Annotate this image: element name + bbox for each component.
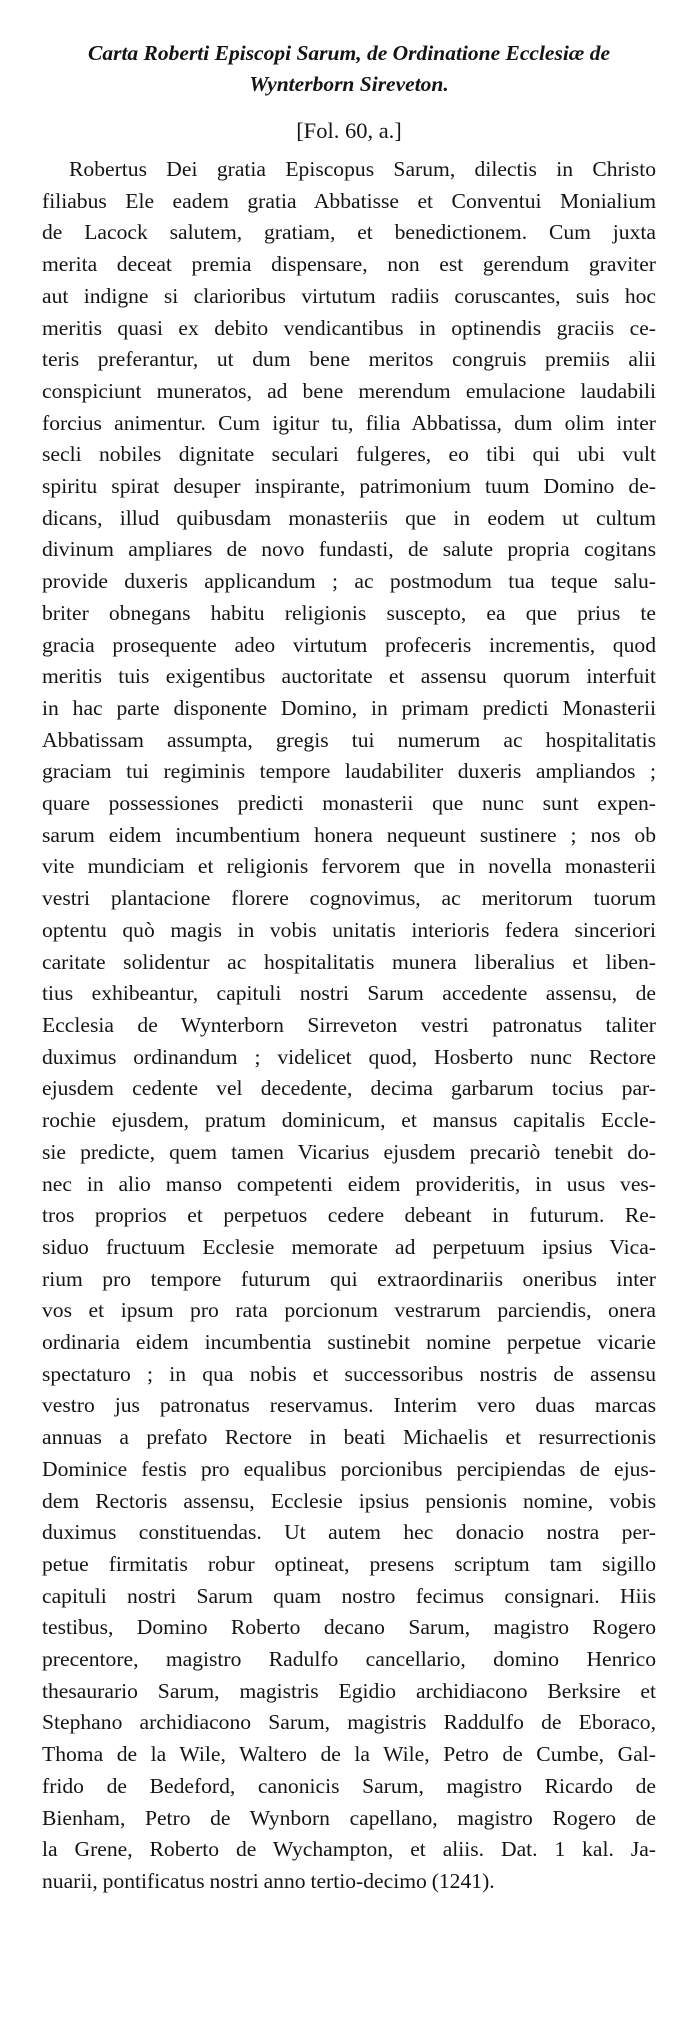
body-line: gracia prosequente adeo virtutum profeceris incrementis, quod — [42, 632, 656, 657]
body-line: vite mundiciam et religionis fervorem que in novella monasterii — [42, 854, 656, 879]
body-line: vestro jus patronatus reservamus. Interim vero duas marcas — [42, 1393, 656, 1418]
body-line: meritis quasi ex debito vendicantibus in optinendis graciis ce- — [42, 315, 656, 340]
body-line: petue firmitatis robur optineat, presens scriptum tam sigillo — [42, 1551, 656, 1576]
body-line: tros proprios et perpetuos cedere debeant in futurum. Re- — [42, 1203, 656, 1228]
body-line: nec in alio manso competenti eidem provideritis, in usus ves- — [42, 1171, 656, 1196]
body-line: in hac parte disponente Domino, in primam predicti Monasterii — [42, 695, 656, 720]
body-line: frido de Bedeford, canonicis Sarum, magistro Ricardo de — [42, 1773, 656, 1798]
body-line: vos et ipsum pro rata porcionum vestrarum parciendis, onera — [42, 1298, 656, 1323]
folio-reference: [Fol. 60, a.] — [296, 118, 402, 143]
body-line: Abbatissam assumpta, gregis tui numerum ac hospitalitatis — [42, 727, 656, 752]
body-line: testibus, Domino Roberto decano Sarum, magistro Rogero — [42, 1615, 656, 1640]
body-line: spectaturo ; in qua nobis et successoribus nostris de assensu — [42, 1361, 656, 1386]
body-line: quare possessiones predicti monasterii que nunc sunt expen- — [42, 791, 656, 816]
body-line: teris preferantur, ut dum bene meritos congruis premiis alii — [42, 347, 656, 372]
body-line: aut indigne si clarioribus virtutum radiis coruscantes, suis hoc — [42, 283, 656, 308]
body-line: tius exhibeantur, capituli nostri Sarum accedente assensu, de — [42, 981, 656, 1006]
body-line: Ecclesia de Wynterborn Sirreveton vestri patronatus taliter — [42, 1012, 656, 1037]
body-line: meritis tuis exigentibus auctoritate et assensu quorum interfuit — [42, 664, 656, 689]
body-line: vestri plantacione florere cognovimus, ac meritorum tuorum — [42, 886, 656, 911]
body-line: annuas a prefato Rectore in beati Michaelis et resurrectionis — [42, 1425, 656, 1450]
body-line: filiabus Ele eadem gratia Abbatisse et Conventui Monialium — [42, 188, 656, 213]
body-line: dicans, illud quibusdam monasteriis que in eodem ut cultum — [42, 505, 656, 530]
body-line: merita deceat premia dispensare, non est gerendum graviter — [42, 252, 656, 277]
body-line: Dominice festis pro equalibus porcionibus percipiendas de ejus- — [42, 1456, 656, 1481]
charter-body — [42, 154, 656, 1898]
body-line: capituli nostri Sarum quam nostro fecimus consignari. Hiis — [42, 1583, 656, 1608]
body-line: ejusdem cedente vel decedente, decima garbarum tocius par- — [42, 1076, 656, 1101]
body-line: dem Rectoris assensu, Ecclesie ipsius pensionis nomine, vobis — [42, 1488, 656, 1513]
body-line: thesaurario Sarum, magistris Egidio archidiacono Berksire et — [42, 1678, 656, 1703]
body-line: sarum eidem incumbentium honera nequeunt sustinere ; nos ob — [42, 822, 656, 847]
body-line: Robertus Dei gratia Episcopus Sarum, dilectis in Christo — [69, 157, 656, 181]
body-line: rium pro tempore futurum qui extraordinariis oneribus inter — [42, 1266, 656, 1291]
body-line: Stephano archidiacono Sarum, magistris Raddulfo de Eboraco, — [42, 1710, 656, 1735]
body-line: duximus constituendas. Ut autem hec donacio nostra per- — [42, 1520, 656, 1545]
body-line: precentore, magistro Radulfo cancellario, domino Henrico — [42, 1647, 656, 1672]
body-line: caritate solidentur ac hospitalitatis munera liberalius et liben- — [42, 949, 656, 974]
body-line: siduo fructuum Ecclesie memorate ad perpetuum ipsius Vica- — [42, 1234, 656, 1259]
body-line: duximus ordinandum ; videlicet quod, Hosberto nunc Rectore — [42, 1044, 656, 1069]
body-line: conspiciunt muneratos, ad bene merendum emulacione laudabili — [42, 378, 656, 403]
body-line: Bienham, Petro de Wynborn capellano, magistro Rogero de — [42, 1805, 656, 1830]
body-line: briter obnegans habitu religionis suscepto, ea que prius te — [42, 600, 656, 625]
body-line: secli nobiles dignitate seculari fulgeres, eo tibi qui ubi vult — [42, 442, 656, 467]
body-line: graciam tui regiminis tempore laudabiliter duxeris ampliandos ; — [42, 759, 656, 784]
body-line: de Lacock salutem, gratiam, et benedictionem. Cum juxta — [42, 220, 656, 245]
charter-title — [42, 38, 656, 100]
body-line: forcius animentur. Cum igitur tu, filia Abbatissa, dum olim inter — [42, 410, 656, 435]
body-line: la Grene, Roberto de Wychampton, et aliis. Dat. 1 kal. Ja- — [42, 1837, 656, 1862]
body-line: provide duxeris applicandum ; ac postmodum tua teque salu- — [42, 569, 656, 594]
body-line: rochie ejusdem, pratum dominicum, et mansus capitalis Eccle- — [42, 1108, 656, 1133]
body-line: optentu quò magis in vobis unitatis interioris federa sinceriori — [42, 917, 656, 942]
body-line: nuarii, pontificatus nostri anno tertio-decimo (1241). — [42, 1868, 495, 1893]
body-line: spiritu spirat desuper inspirante, patrimonium tuum Domino de- — [42, 474, 656, 499]
body-line: ordinaria eidem incumbentia sustinebit nomine perpetue vicarie — [42, 1330, 656, 1355]
body-line: sie predicte, quem tamen Vicarius ejusdem precariò tenebit do- — [42, 1139, 656, 1164]
title-line-1: Carta Roberti Episcopi Sarum, de Ordinatione Ecclesiæ de — [88, 41, 610, 65]
title-line-2: Wynterborn Sireveton. — [249, 72, 449, 96]
body-line: divinum ampliares de novo fundasti, de salute propria cogitans — [42, 537, 656, 562]
body-line: Thoma de la Wile, Waltero de la Wile, Petro de Cumbe, Gal- — [42, 1742, 656, 1767]
